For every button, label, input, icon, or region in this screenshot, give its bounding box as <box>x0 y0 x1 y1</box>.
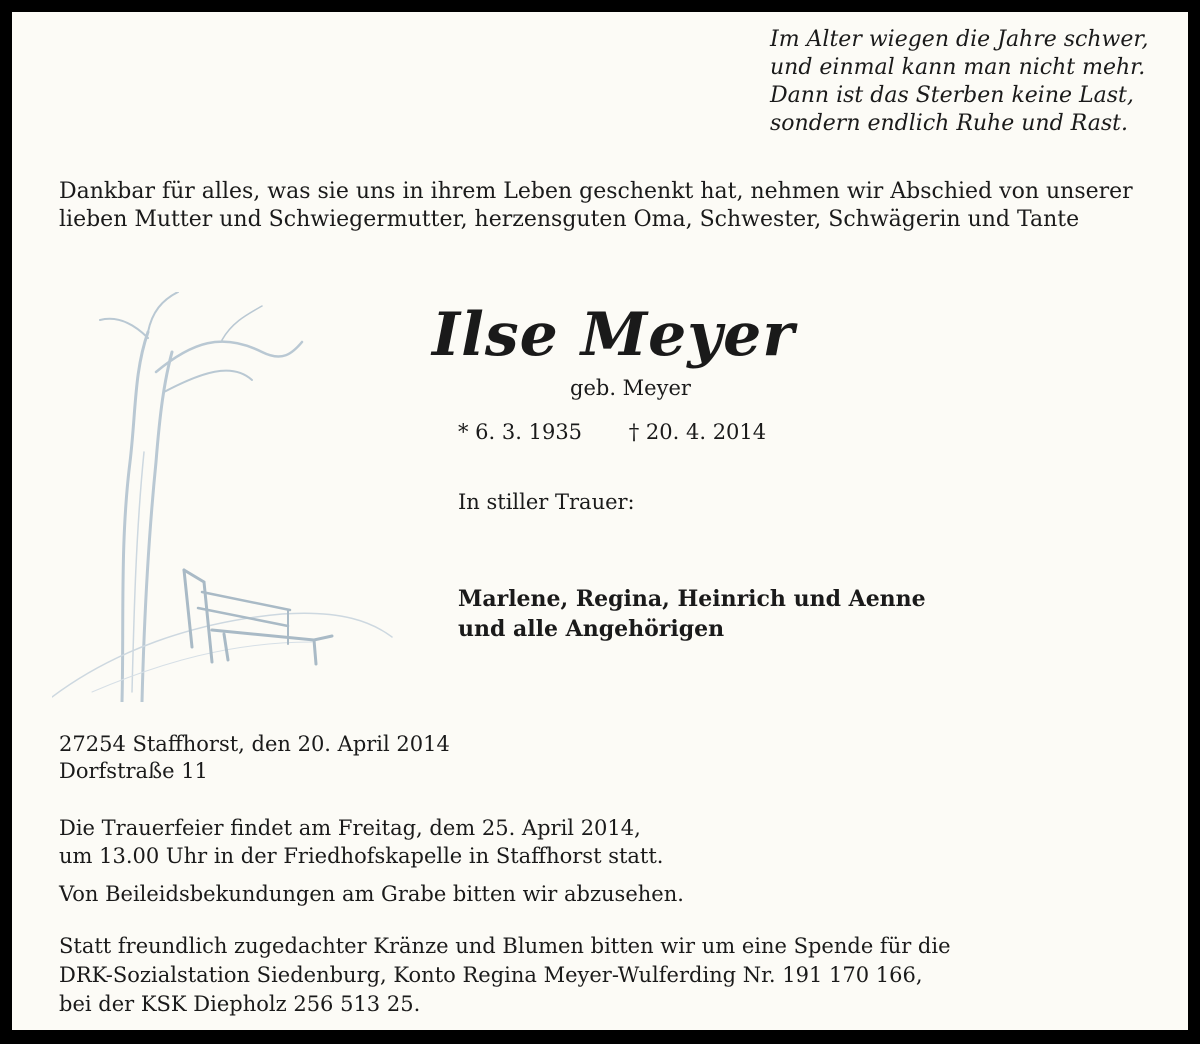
ground <box>52 613 392 697</box>
family-line: und alle Angehörigen <box>458 616 725 642</box>
deceased-name: Ilse Meyer <box>432 300 795 370</box>
poem-line: Im Alter wiegen die Jahre schwer, <box>770 27 1149 52</box>
poem-line: Dann ist das Sterben keine Last, <box>770 83 1134 108</box>
donation-request <box>59 932 951 1019</box>
ceremony-line: um 13.00 Uhr in der Friedhofskapelle in Staffhorst statt. <box>59 844 664 868</box>
poem-line: und einmal kann man nicht mehr. <box>770 55 1146 80</box>
intro-line: Dankbar für alles, was sie uns in ihrem Leben geschenkt hat, nehmen wir Abschied von unserer <box>59 179 1133 204</box>
family-signature <box>458 584 926 644</box>
tree-bench-illustration <box>52 292 452 702</box>
condolence-note: Von Beileidsbekundungen am Grabe bitten wir abzusehen. <box>59 882 684 906</box>
maiden-name: geb. Meyer <box>570 376 691 400</box>
tree-branch <box>156 342 302 372</box>
mourning-label: In stiller Trauer: <box>458 490 635 514</box>
place-and-address <box>59 731 450 785</box>
death-date: † 20. 4. 2014 <box>628 420 767 444</box>
intro-line: lieben Mutter und Schwiegermutter, herzensguten Oma, Schwester, Schwägerin und Tante <box>59 207 1080 232</box>
ceremony-line: Die Trauerfeier findet am Freitag, dem 25. April 2014, <box>59 816 641 840</box>
place-date: 27254 Staffhorst, den 20. April 2014 <box>59 732 450 756</box>
donation-line: Statt freundlich zugedachter Kränze und Blumen bitten wir um eine Spende für die <box>59 934 951 958</box>
intro-text <box>59 178 1133 234</box>
funeral-ceremony-info <box>59 814 663 870</box>
donation-line: bei der KSK Diepholz 256 513 25. <box>59 992 421 1016</box>
birth-date: * 6. 3. 1935 <box>458 420 583 444</box>
poem <box>770 26 1148 138</box>
family-line: Marlene, Regina, Heinrich und Aenne <box>458 586 926 612</box>
obituary-card <box>12 12 1188 1030</box>
street-address: Dorfstraße 11 <box>59 759 208 783</box>
life-dates <box>458 420 766 444</box>
donation-line: DRK-Sozialstation Siedenburg, Konto Regina Meyer-Wulferding Nr. 191 170 166, <box>59 963 923 987</box>
poem-line: sondern endlich Ruhe und Rast. <box>770 111 1128 136</box>
